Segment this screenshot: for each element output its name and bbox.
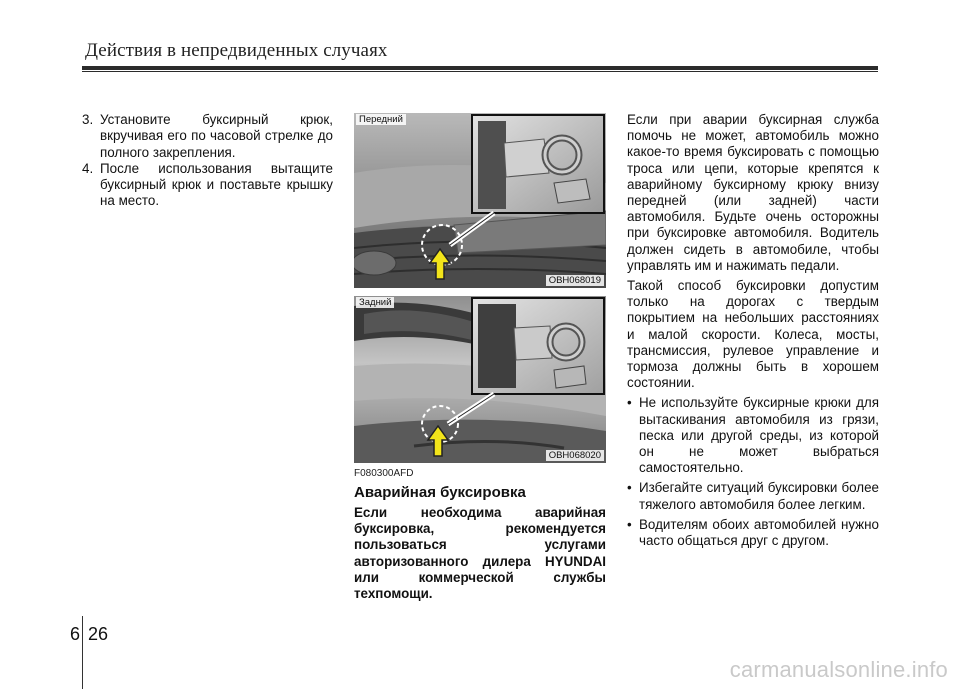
front-figure-label: Передний <box>356 114 406 125</box>
watermark: carmanualsonline.info <box>729 657 948 682</box>
page-number: 26 <box>88 624 109 644</box>
section-title: Аварийная буксировка <box>354 484 526 501</box>
bullet-icon: • <box>627 480 632 496</box>
bullet-item <box>627 517 879 549</box>
bullet-icon: • <box>627 395 632 411</box>
page-number-divider <box>82 616 83 689</box>
step-text: После использования вытащите буксирный крюк и поставьте крышку на место. <box>100 160 333 209</box>
bullet-text: Избегайте ситуаций буксировки более тяжелого автомобиля более легким. <box>639 480 879 512</box>
bullet-text: Водителям обоих автомобилей нужно часто общаться друг с другом. <box>639 516 879 549</box>
step-item <box>82 161 333 210</box>
chapter-number: 6 <box>70 624 81 644</box>
rear-figure-label: Задний <box>356 297 394 308</box>
header-divider <box>82 66 878 70</box>
step-number: 4. <box>82 160 94 176</box>
page-header-title: Действия в непредвиденных случаях <box>85 40 388 61</box>
front-bumper-illustration <box>354 113 606 288</box>
rear-figure-code: OBH068020 <box>546 450 604 461</box>
step-item <box>82 112 333 161</box>
bullet-item <box>627 480 879 512</box>
section-warning: Если необходима аварийная буксировка, рекомендуется пользоваться услугами авторизованного дилера HYUNDAI или коммерческой службы техпомощи. <box>354 505 606 602</box>
header-divider-thin <box>82 71 878 72</box>
towing-instructions <box>627 112 879 553</box>
bullet-text: Не используйте буксирные крюки для вытаскивания автомобиля из грязи, песка или другой среды, из которой он не может выбраться самостоятельно. <box>639 395 879 476</box>
bullet-icon: • <box>627 516 632 532</box>
steps-list <box>82 112 333 210</box>
paragraph: Такой способ буксировки допустим только на дорогах с твердым покрытием на небольших расстояниях и малой скорости. Колеса, мосты, трансмиссия, рулевое управление и тормоза должны быть в хорошем состоянии. <box>627 278 879 391</box>
rear-bumper-illustration <box>354 296 606 463</box>
bullet-item <box>627 395 879 476</box>
front-figure-code: OBH068019 <box>546 275 604 286</box>
step-text: Установите буксирный крюк, вкручивая его по часовой стрелке до полного закрепления. <box>100 112 333 160</box>
section-code: F080300AFD <box>354 468 414 479</box>
front-tow-hook-figure <box>354 113 606 288</box>
rear-tow-hook-figure <box>354 296 606 463</box>
step-number: 3. <box>82 112 94 127</box>
paragraph: Если при аварии буксирная служба помочь не может, автомобиль можно какое-то время буксировать с помощью троса или цепи, которые крепятся к аварийному буксирному крюку внизу передней (или задней) части автомобиля. Будьте очень осторожны при буксировке автомобиля. Водитель должен сидеть в автомобиле, чтобы управлять им и нажимать педали. <box>627 112 879 273</box>
